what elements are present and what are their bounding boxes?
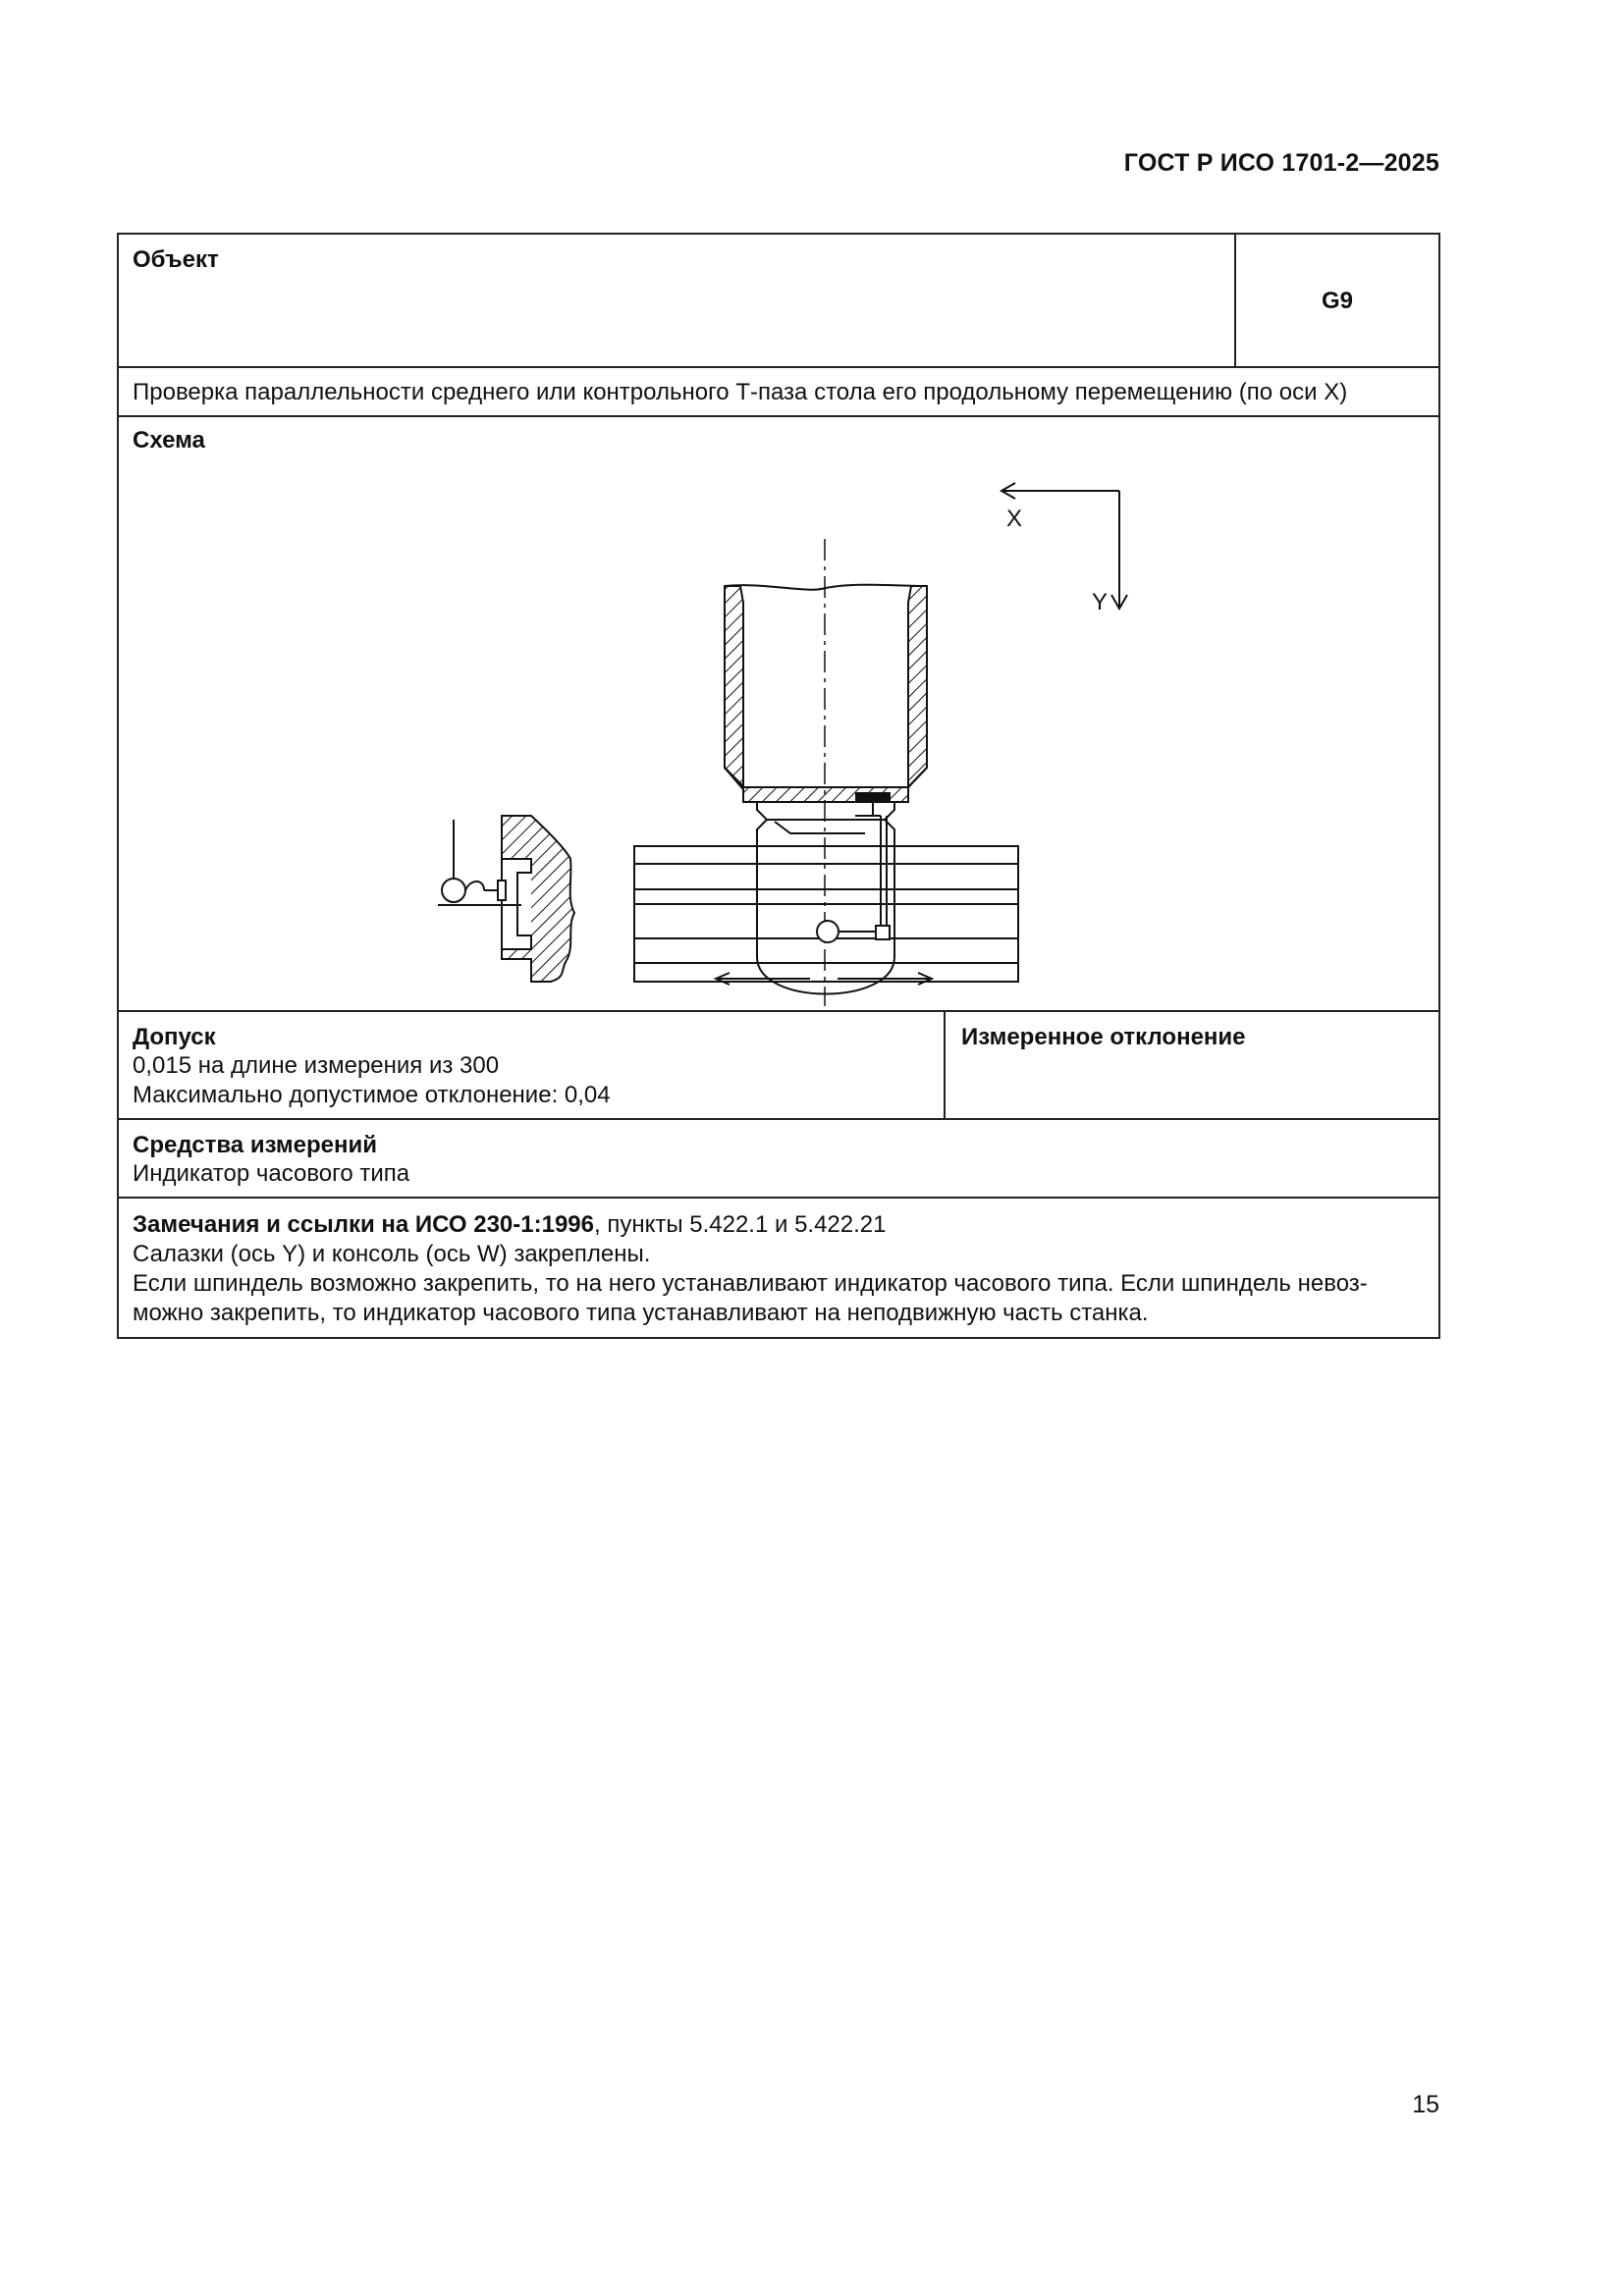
measured-cell — [944, 1012, 1440, 1120]
means-value: Индикатор часового типа — [133, 1160, 410, 1187]
scheme-label: Схема — [133, 427, 205, 454]
tolerance-line-2: Максимально допустимое отклонение: 0,04 — [133, 1082, 611, 1108]
inspection-table — [117, 233, 1440, 1339]
movement-arrows — [716, 973, 932, 985]
t-slot-section — [438, 816, 574, 982]
means-cell — [133, 1132, 409, 1189]
notes-line-2: Если шпиндель возможно закрепить, то на него устанавливают индикатор часового типа. Если шпиндель невоз- — [133, 1270, 1368, 1297]
notes-line-3: можно закрепить, то индикатор часового типа устанавливают на неподвижную часть станка. — [133, 1300, 1149, 1326]
object-code: G9 — [1321, 288, 1353, 314]
check-row — [119, 368, 1438, 417]
spindle-housing — [725, 585, 927, 802]
object-label: Объект — [133, 246, 219, 273]
tolerance-cell — [133, 1024, 611, 1110]
tolerance-label: Допуск — [133, 1024, 216, 1050]
notes-cell — [133, 1210, 1425, 1328]
means-row — [119, 1120, 1438, 1199]
scheme-diagram — [119, 417, 1438, 1010]
notes-heading — [133, 1210, 1425, 1240]
spindle-nose — [757, 802, 894, 994]
check-description: Проверка параллельности среднего или контрольного Т-паза стола его продольному перемещению (по оси X) — [133, 379, 1348, 405]
page-number: 15 — [1412, 2091, 1439, 2118]
axis-x-label: X — [1006, 506, 1023, 532]
document-standard-header: ГОСТ Р ИСО 1701-2—2025 — [1123, 149, 1439, 177]
machine-table — [634, 846, 1018, 982]
means-label: Средства измерений — [133, 1132, 378, 1158]
tolerance-line-1: 0,015 на длине измерения из 300 — [133, 1052, 500, 1079]
measured-label: Измеренное отклонение — [961, 1024, 1246, 1050]
axis-y-label: Y — [1092, 589, 1109, 615]
notes-label-suffix: , пункты 5.422.1 и 5.422.21 — [593, 1211, 887, 1238]
object-code-box — [1234, 235, 1438, 368]
object-row — [119, 235, 1438, 368]
notes-line-1: Салазки (ось Y) и консоль (ось W) закреплены. — [133, 1241, 651, 1267]
scheme-row — [119, 417, 1438, 1012]
tolerance-row — [119, 1012, 1438, 1120]
dial-indicator — [817, 792, 891, 942]
notes-label: Замечания и ссылки на ИСО 230-1:1996 — [133, 1211, 594, 1238]
axis-indicator — [1001, 483, 1127, 615]
notes-row — [119, 1199, 1438, 1337]
